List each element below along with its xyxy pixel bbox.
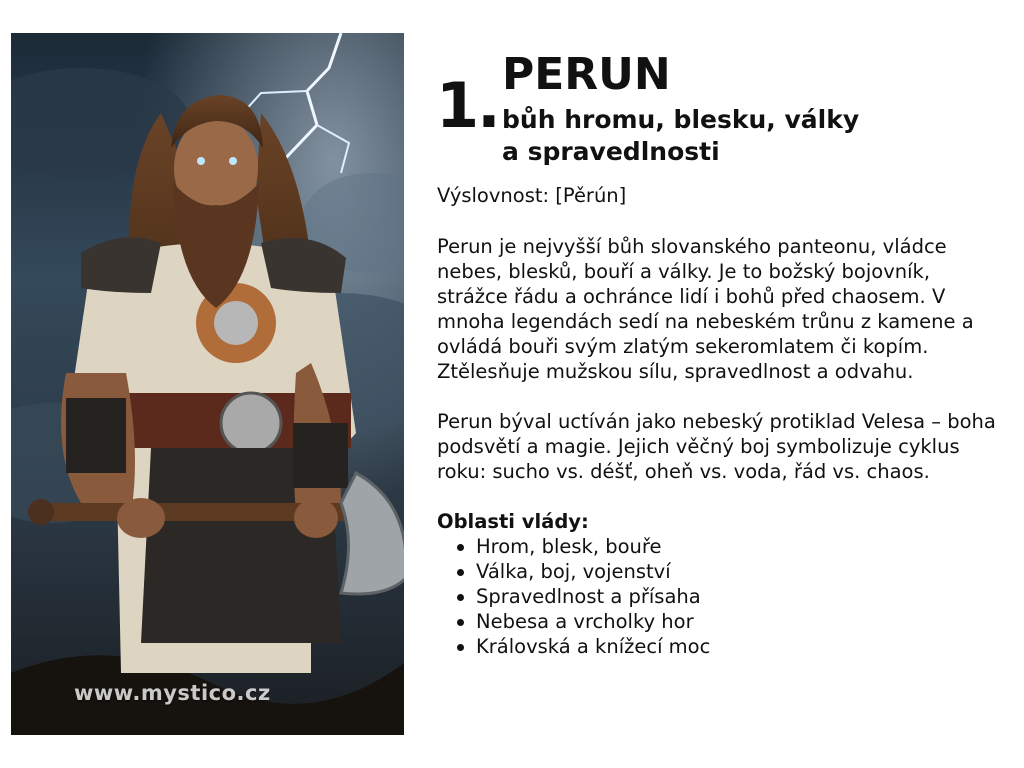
entry-number: 1. xyxy=(436,69,499,142)
list-item: Válka, boj, vojenství xyxy=(457,559,997,584)
pronunciation: Výslovnost: [Pěrún] xyxy=(437,184,627,207)
paragraph-1: Perun je nejvyšší bůh slovanského panteonu, vládce nebes, blesků, bouří a války. Je to božský bojovník, strážce řádu a ochránce lidí i bohů před chaosem. V mnoha legendách sedí na nebeském trůnu z kamene a ovládá bouři svým zlatým sekeromlatem či kopím. Ztělesňuje mužskou sílu, spravedlnost a odvahu. xyxy=(437,235,974,383)
list-item: Nebesa a vrcholky hor xyxy=(457,609,997,634)
subtitle-line-2: a spravedlnosti xyxy=(502,137,720,166)
areas-title: Oblasti vlády: xyxy=(437,510,589,533)
deity-subtitle xyxy=(502,104,942,168)
areas-list xyxy=(437,534,997,659)
list-item: Spravedlnost a přísaha xyxy=(457,584,997,609)
list-item: Hrom, blesk, bouře xyxy=(457,534,997,559)
paragraph-2: Perun býval uctíván jako nebeský protiklad Velesa – boha podsvětí a magie. Jejich věčný boj symbolizuje cyklus roku: sucho vs. déšť, oheň vs. voda, řád vs. chaos. xyxy=(437,410,996,483)
deity-name: PERUN xyxy=(502,49,671,100)
subtitle-line-1: bůh hromu, blesku, války xyxy=(502,105,860,134)
perun-painting xyxy=(11,33,404,735)
list-item: Královská a knížecí moc xyxy=(457,634,997,659)
description xyxy=(437,183,997,659)
watermark: www.mystico.cz xyxy=(74,681,271,705)
perun-illustration xyxy=(11,33,404,735)
